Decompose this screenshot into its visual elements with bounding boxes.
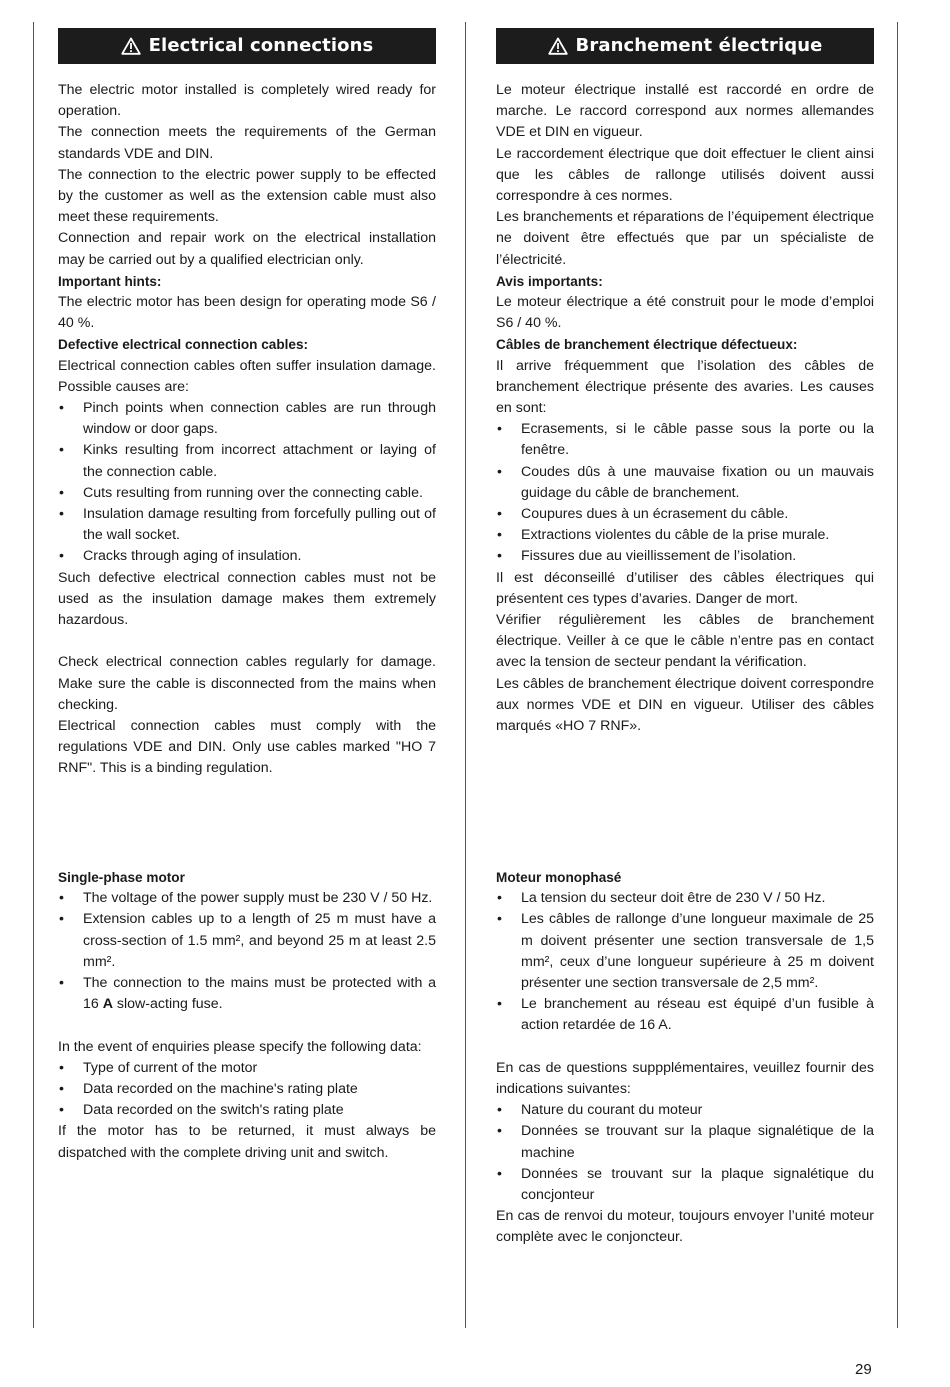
paragraph: If the motor has to be returned, it must always be dispatched with the complete driving unit and switch. bbox=[58, 1123, 436, 1161]
paragraph: Il est déconseillé d’utiliser des câbles électriques qui présentent ces types d’avaries. Danger de mort. bbox=[496, 569, 874, 607]
page-number: 29 bbox=[855, 1361, 872, 1378]
list-item: • Le branchement au réseau est équipé d’un fusible à action retardée de 16 A. bbox=[496, 994, 874, 1036]
paragraph: The connection to the electric power supply to be effected by the customer as well as the extension cable must also meet these requirements. bbox=[58, 166, 436, 226]
paragraph: The electric motor has been design for operating mode S6 / 40 %. bbox=[58, 294, 436, 332]
list-item: • Les câbles de rallonge d’une longueur maximale de 25 m doivent présenter une section transversale de 1,5 mm², ceux d’une longueur supérieure à 25 m doivent présenter une section transversale de 2,5 mm². bbox=[496, 909, 874, 994]
paragraph: In the event of enquiries please specify the following data: bbox=[58, 1038, 422, 1055]
subheading: Avis importants: bbox=[496, 273, 603, 289]
list-item: • The voltage of the power supply must be 230 V / 50 Hz. bbox=[58, 888, 436, 909]
paragraph: Le moteur électrique a été construit pour le mode d’emploi S6 / 40 %. bbox=[496, 294, 874, 332]
bullet-list bbox=[496, 419, 874, 567]
french-column bbox=[496, 28, 874, 737]
list-item: • Insulation damage resulting from forcefully pulling out of the wall socket. bbox=[58, 504, 436, 546]
paragraph: En cas de renvoi du moteur, toujours envoyer l’unité moteur complète avec le conjoncteur. bbox=[496, 1208, 874, 1246]
list-item: • Data recorded on the switch's rating plate bbox=[58, 1100, 436, 1121]
fuse-unit: A bbox=[102, 996, 113, 1013]
paragraph: Les câbles de branchement électrique doivent correspondre aux normes VDE et DIN en vigueur. Utiliser des câbles marqués «HO 7 RNF». bbox=[496, 675, 874, 735]
list-item: • Kinks resulting from incorrect attachment or laying of the connection cable. bbox=[58, 440, 436, 482]
center-divider-line bbox=[465, 22, 466, 1328]
list-item: • Fissures due au vieillissement de l’isolation. bbox=[496, 546, 874, 567]
paragraph: Il arrive fréquemment que l’isolation des câbles de branchement électrique présente des avaries. Les causes en sont: bbox=[496, 357, 874, 417]
list-item: • Nature du courant du moteur bbox=[496, 1100, 874, 1121]
subheading: Single-phase motor bbox=[58, 870, 185, 885]
motor-section-en bbox=[58, 867, 436, 1164]
paragraph: Le moteur électrique installé est raccordé en ordre de marche. Le raccord correspond aux normes allemandes VDE et DIN en vigueur. bbox=[496, 82, 874, 141]
section-header-en bbox=[58, 28, 436, 64]
motor-section-fr bbox=[496, 867, 874, 1249]
list-item: • Données se trouvant sur la plaque signalétique du concjonteur bbox=[496, 1164, 874, 1206]
bullet-list bbox=[58, 888, 436, 1015]
paragraph: Such defective electrical connection cables must not be used as the insulation damage makes them extremely hazardous. bbox=[58, 569, 436, 629]
paragraph: Electrical connection cables must comply with the regulations VDE and DIN. Only use cables marked "HO 7 RNF". This is a binding regulation. bbox=[58, 718, 436, 777]
left-border-line bbox=[33, 22, 34, 1328]
paragraph: Les branchements et réparations de l’équipement électrique ne doivent être effectués que par un spécialiste de l’électricité. bbox=[496, 209, 874, 268]
list-item: • Data recorded on the machine's rating plate bbox=[58, 1079, 436, 1100]
bullet-list bbox=[496, 888, 874, 1036]
paragraph: The connection meets the requirements of the German standards VDE and DIN. bbox=[58, 124, 436, 162]
subheading: Important hints: bbox=[58, 273, 162, 289]
list-item: • Extension cables up to a length of 25 m must have a cross-section of 1.5 mm², and beyond 25 m at least 2.5 mm². bbox=[58, 909, 436, 973]
list-item: • The connection to the mains must be protected with a 16 A slow-acting fuse. bbox=[58, 973, 436, 1015]
list-item: • Coupures dues à un écrasement du câble. bbox=[496, 504, 874, 525]
english-column bbox=[58, 28, 436, 780]
paragraph: Vérifier régulièrement les câbles de branchement électrique. Veiller à ce que le câble n’entre pas en contact avec la tension de secteur pendant la vérification. bbox=[496, 612, 874, 671]
list-item: • Données se trouvant sur la plaque signalétique de la machine bbox=[496, 1121, 874, 1163]
right-border-line bbox=[897, 22, 898, 1328]
paragraph: En cas de questions suppplémentaires, veuillez fournir des indications suivantes: bbox=[496, 1059, 874, 1098]
list-item: • Cracks through aging of insulation. bbox=[58, 546, 436, 567]
warning-triangle-icon bbox=[548, 37, 568, 55]
subheading: Moteur monophasé bbox=[496, 870, 622, 885]
paragraph: Le raccordement électrique que doit effectuer le client ainsi que les câbles de rallonge utilisés doivent aussi correspondre à ces normes. bbox=[496, 145, 874, 205]
warning-triangle-icon bbox=[121, 37, 141, 55]
section-header-fr bbox=[496, 28, 874, 64]
paragraph: The electric motor installed is completely wired ready for operation. bbox=[58, 82, 436, 120]
section-title-fr: Branchement électrique bbox=[575, 35, 823, 57]
subheading: Defective electrical connection cables: bbox=[58, 337, 309, 353]
bullet-list bbox=[496, 1100, 874, 1206]
list-item: • Cuts resulting from running over the connecting cable. bbox=[58, 483, 436, 504]
paragraph: Electrical connection cables often suffer insulation damage. Possible causes are: bbox=[58, 357, 436, 395]
list-item: • Ecrasements, si le câble passe sous la porte ou la fenêtre. bbox=[496, 419, 874, 461]
list-item: • Coudes dûs à une mauvaise fixation ou un mauvais guidage du câble de branchement. bbox=[496, 462, 874, 504]
list-item: • La tension du secteur doit être de 230 V / 50 Hz. bbox=[496, 888, 874, 909]
list-item: • Pinch points when connection cables are run through window or door gaps. bbox=[58, 398, 436, 440]
bullet-list bbox=[58, 398, 436, 568]
subheading: Câbles de branchement électrique défectueux: bbox=[496, 337, 798, 353]
section-title-en: Electrical connections bbox=[148, 35, 374, 57]
bullet-list bbox=[58, 1058, 436, 1122]
paragraph: Connection and repair work on the electrical installation may be carried out by a qualified electrician only. bbox=[58, 230, 436, 268]
list-item: • Type of current of the motor bbox=[58, 1058, 436, 1079]
list-item: • Extractions violentes du câble de la prise murale. bbox=[496, 525, 874, 546]
paragraph: Check electrical connection cables regularly for damage. Make sure the cable is disconnected from the mains when checking. bbox=[58, 654, 436, 713]
